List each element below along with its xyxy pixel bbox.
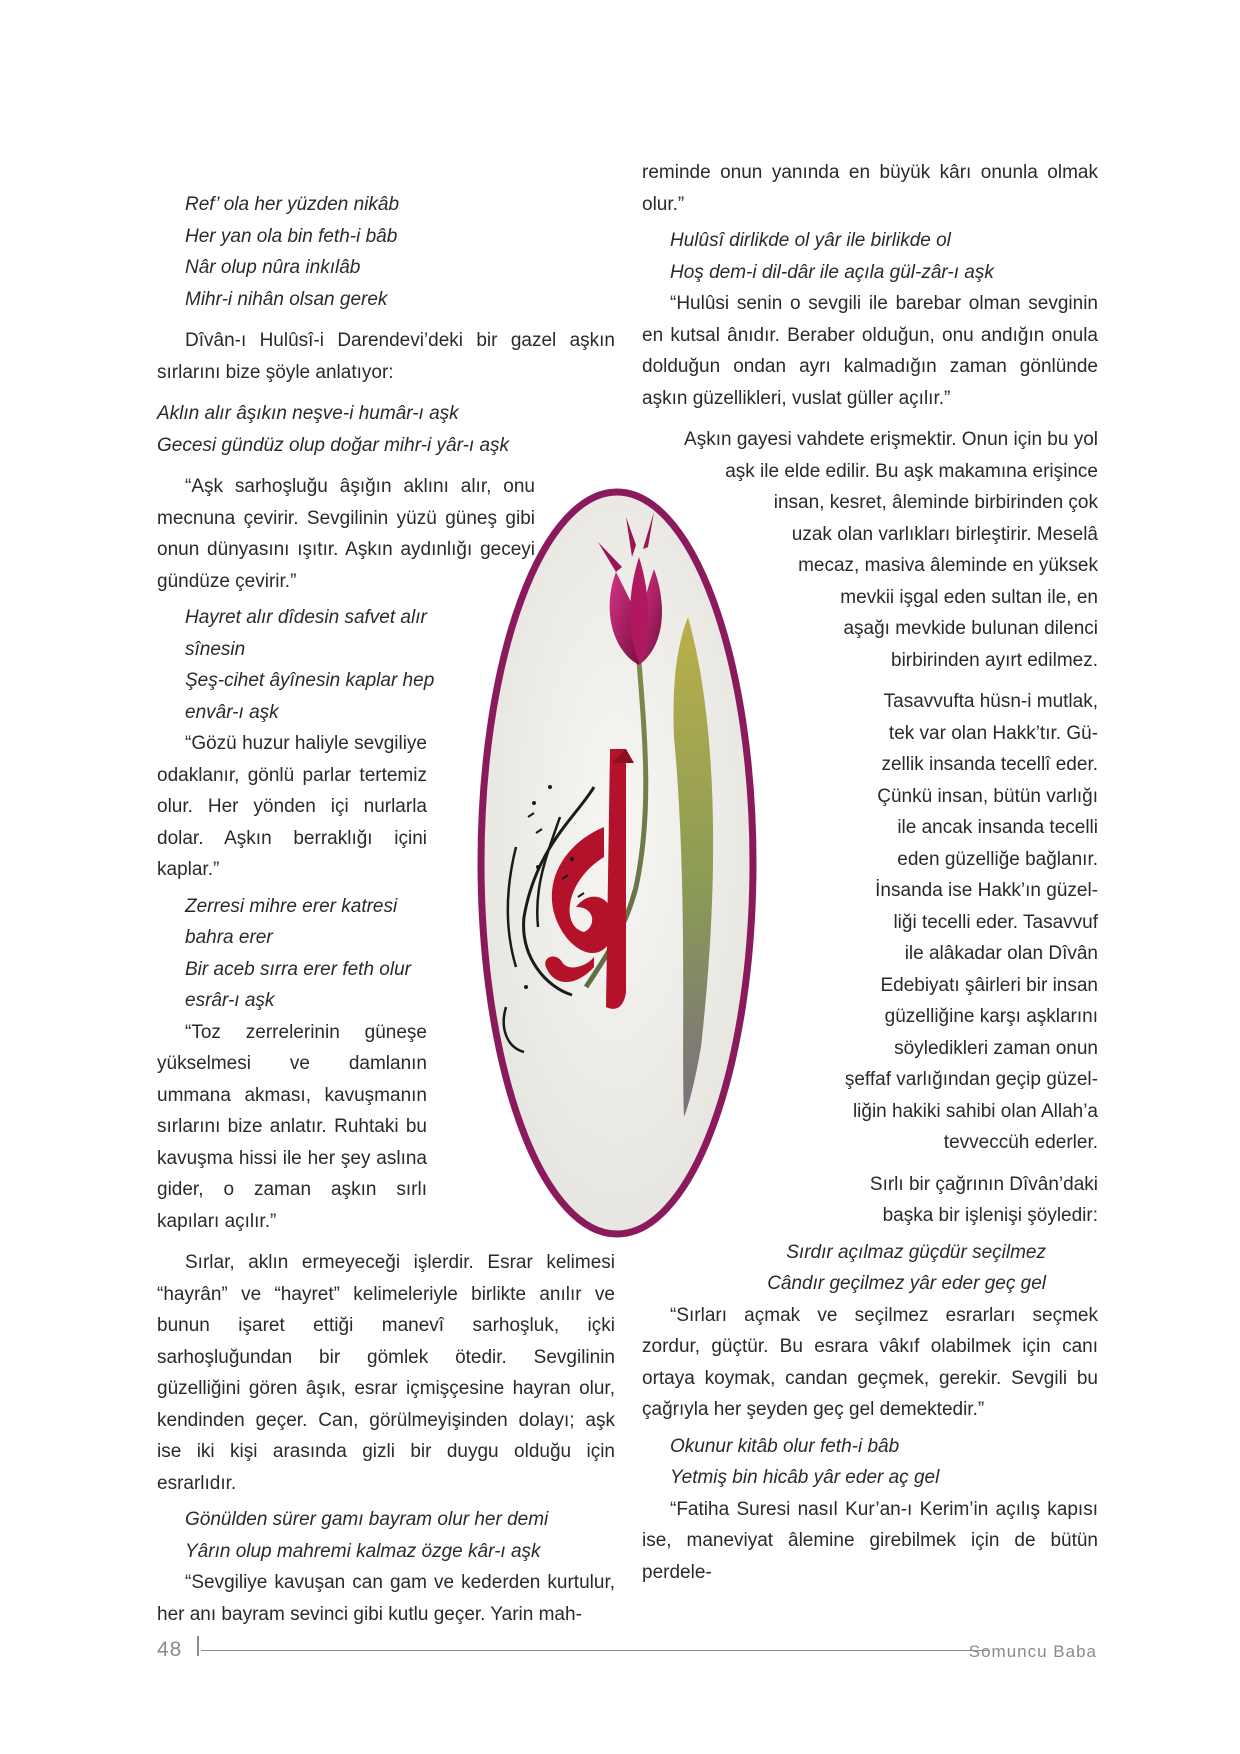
- magazine-name: Somuncu Baba: [968, 1642, 1097, 1661]
- verse-line: Gönülden sürer gamı bayram olur her demi: [185, 1509, 549, 1530]
- verse-line: Aklın alır âşıkın neşve-i humâr-ı aşk: [157, 403, 459, 424]
- text-line: Edebiyatı şâirleri bir insan: [880, 974, 1098, 996]
- verse-line: Hoş dem-i dil-dâr ile açıla gül-zâr-ı aşk: [670, 261, 994, 283]
- text-line: söyledikleri zaman onun: [894, 1037, 1098, 1059]
- text-line: ile alâkadar olan Dîvân: [904, 943, 1098, 964]
- verse-stanza: [157, 189, 615, 315]
- text-line: aşağı mevkide bulunan dilenci: [843, 618, 1098, 639]
- text-line: birbirinden ayırt edilmez.: [891, 649, 1098, 671]
- text-line: liği tecelli eder. Tasavvuf: [893, 911, 1098, 933]
- text-line: aşk ile elde edilir. Bu aşk makamına erişince: [725, 460, 1098, 482]
- verse-stanza: [642, 1237, 1098, 1300]
- text-line: Aşkın gayesi vahdete erişmektir. Onun için bu yol: [684, 429, 1098, 450]
- text-line: liğin hakiki sahibi olan Allah’a: [852, 1100, 1098, 1122]
- text-line: başka bir işlenişi şöyledir:: [882, 1205, 1098, 1226]
- page-footer: [157, 1636, 1097, 1660]
- paragraph: “Sırları açmak ve seçilmez esrarları seçmek zordur, güçtür. Bu esrara vâkıf olabilmek için canı ortaya koymak, candan geçmek, gerekir. Sevgili bu çağrıyla her şeyden geç gel demektedir.”: [642, 1304, 1098, 1420]
- verse-line: Cândır geçilmez yâr eder geç gel: [767, 1273, 1046, 1294]
- verse-stanza: [157, 602, 457, 728]
- text-line: mevkii işgal eden sultan ile, en: [840, 586, 1098, 608]
- verse-line: Okunur kitâb olur feth-i bâb: [670, 1435, 900, 1457]
- verse-stanza: [642, 225, 1098, 288]
- text-line: Çünkü insan, bütün varlığı: [877, 785, 1098, 807]
- verse-line: Zerresi mihre erer katresi bahra erer: [185, 895, 398, 948]
- paragraph: “Aşk sarhoşluğu âşığın aklını alır, onu mecnuna çevirir. Sevgilinin yüzü güneş gibi onun dünyasını ışıtır. Aşkın aydınlığı geceyi gündüze çevirir.”: [157, 476, 535, 592]
- text-line: Tasavvufta hüsn-i mutlak,: [883, 691, 1098, 712]
- verse-stanza: [157, 398, 615, 461]
- text-line: ile ancak insanda tecelli: [897, 817, 1098, 838]
- paragraph: “Sevgiliye kavuşan can gam ve kederden kurtulur, her anı bayram sevinci gibi kutlu geçer. Yarin mah-: [157, 1572, 615, 1625]
- text-line: eden güzelliğe bağlanır.: [897, 848, 1098, 870]
- text-line: Sırlı bir çağrının Dîvân’daki: [869, 1173, 1098, 1195]
- verse-line: Yetmiş bin hicâb yâr eder aç gel: [670, 1467, 940, 1488]
- paragraph: “Gözü huzur haliyle sevgiliye odaklanır, gönlü parlar tertemiz olur. Her yönden içi nurlarla dolar. Aşkın berraklığı içini kaplar.”: [157, 733, 427, 880]
- artwork-svg: [476, 487, 758, 1239]
- text-line: zellik insanda tecellî eder.: [881, 754, 1098, 775]
- verse-line: Bir aceb sırra erer feth olur esrâr-ı aşk: [185, 958, 411, 1011]
- verse-stanza: [642, 1431, 1098, 1494]
- paragraph: “Fatiha Suresi nasıl Kur’an-ı Kerim’in açılış kapısı ise, maneviyat âlemine girebilmek için de bütün perdele-: [642, 1498, 1098, 1583]
- page-number: 48: [157, 1638, 183, 1661]
- footer-rule: [201, 1650, 989, 1651]
- paragraph: “Hulûsi senin o sevgili ile barebar olman sevginin en kutsal ânıdır. Beraber olduğun, onu andığın onula dolduğun ondan ayrı kalmadığın zaman gönlünde aşkın güzellikleri, vuslat güller açılır.”: [642, 293, 1098, 409]
- verse-line: Hayret alır dîdesin safvet alır sînesin: [185, 607, 427, 660]
- paragraph: Dîvân-ı Hulûsî-i Darendevi’deki bir gazel aşkın sırlarını bize şöyle anlatıyor:: [157, 330, 615, 383]
- verse-line: Gecesi gündüz olup doğar mihr-i yâr-ı aşk: [157, 434, 510, 456]
- paragraph: “Toz zerrelerinin güneşe yükselmesi ve damlanın ummana akması, kavuşmanın sırlarını bize anlatır. Ruhtaki bu kavuşma hissi ile her şey aslına gider, o zaman aşkın sırlı kapıları açılır.”: [157, 1021, 427, 1232]
- verse-stanza: [157, 1504, 615, 1567]
- text-line: tek var olan Hakk’tır. Gü-: [888, 722, 1098, 744]
- text-line: şeffaf varlığından geçip güzel-: [844, 1069, 1098, 1090]
- verse-line: Sırdır açılmaz güçdür seçilmez: [786, 1241, 1046, 1263]
- text-line: tevveccüh ederler.: [943, 1132, 1098, 1153]
- verse-line: Hulûsî dirlikde ol yâr ile birlikde ol: [670, 230, 951, 251]
- verse-line: Her yan ola bin feth-i bâb: [185, 225, 398, 247]
- verse-stanza: [157, 891, 427, 1017]
- calligraphy-artwork: [476, 487, 758, 1239]
- text-line: güzelliğine karşı aşklarını: [884, 1006, 1098, 1027]
- paragraph: Sırlar, aklın ermeyeceği işlerdir. Esrar kelimesi “hayrân” ve “hayret” kelimeleriyle birlikte anılır ve bunun işaret ettiği manevî sarhoşluk, içki sarhoşluğundan bir gömlek ötedir. Sevgilinin güzelliğini gören âşık, esrar içmişçesine hayran olur, kendinden geçer. Can, görülmeyişinden dolayı; aşk ise iki kişi arasında gizli bir duygu olduğu için esrarlıdır.: [157, 1252, 615, 1494]
- text-line: İnsanda ise Hakk’ın güzel-: [875, 880, 1098, 901]
- text-line: mecaz, masiva âleminde en yüksek: [798, 555, 1098, 576]
- verse-line: Ref’ ola her yüzden nikâb: [185, 194, 400, 215]
- verse-line: Nâr olup nûra inkılâb: [185, 257, 361, 278]
- text-line: insan, kesret, âleminde birbirinden çok: [773, 492, 1098, 513]
- paragraph: reminde onun yanında en büyük kârı onunla olmak olur.”: [642, 162, 1098, 215]
- verse-line: Şeş-cihet âyînesin kaplar hep envâr-ı aşk: [185, 670, 435, 723]
- text-line: uzak olan varlıkları birleştirir. Meselâ: [791, 523, 1098, 545]
- verse-line: Yârın olup mahremi kalmaz özge kâr-ı aşk: [185, 1540, 541, 1562]
- footer-divider: [197, 1636, 199, 1656]
- verse-line: Mihr-i nihân olsan gerek: [185, 288, 388, 310]
